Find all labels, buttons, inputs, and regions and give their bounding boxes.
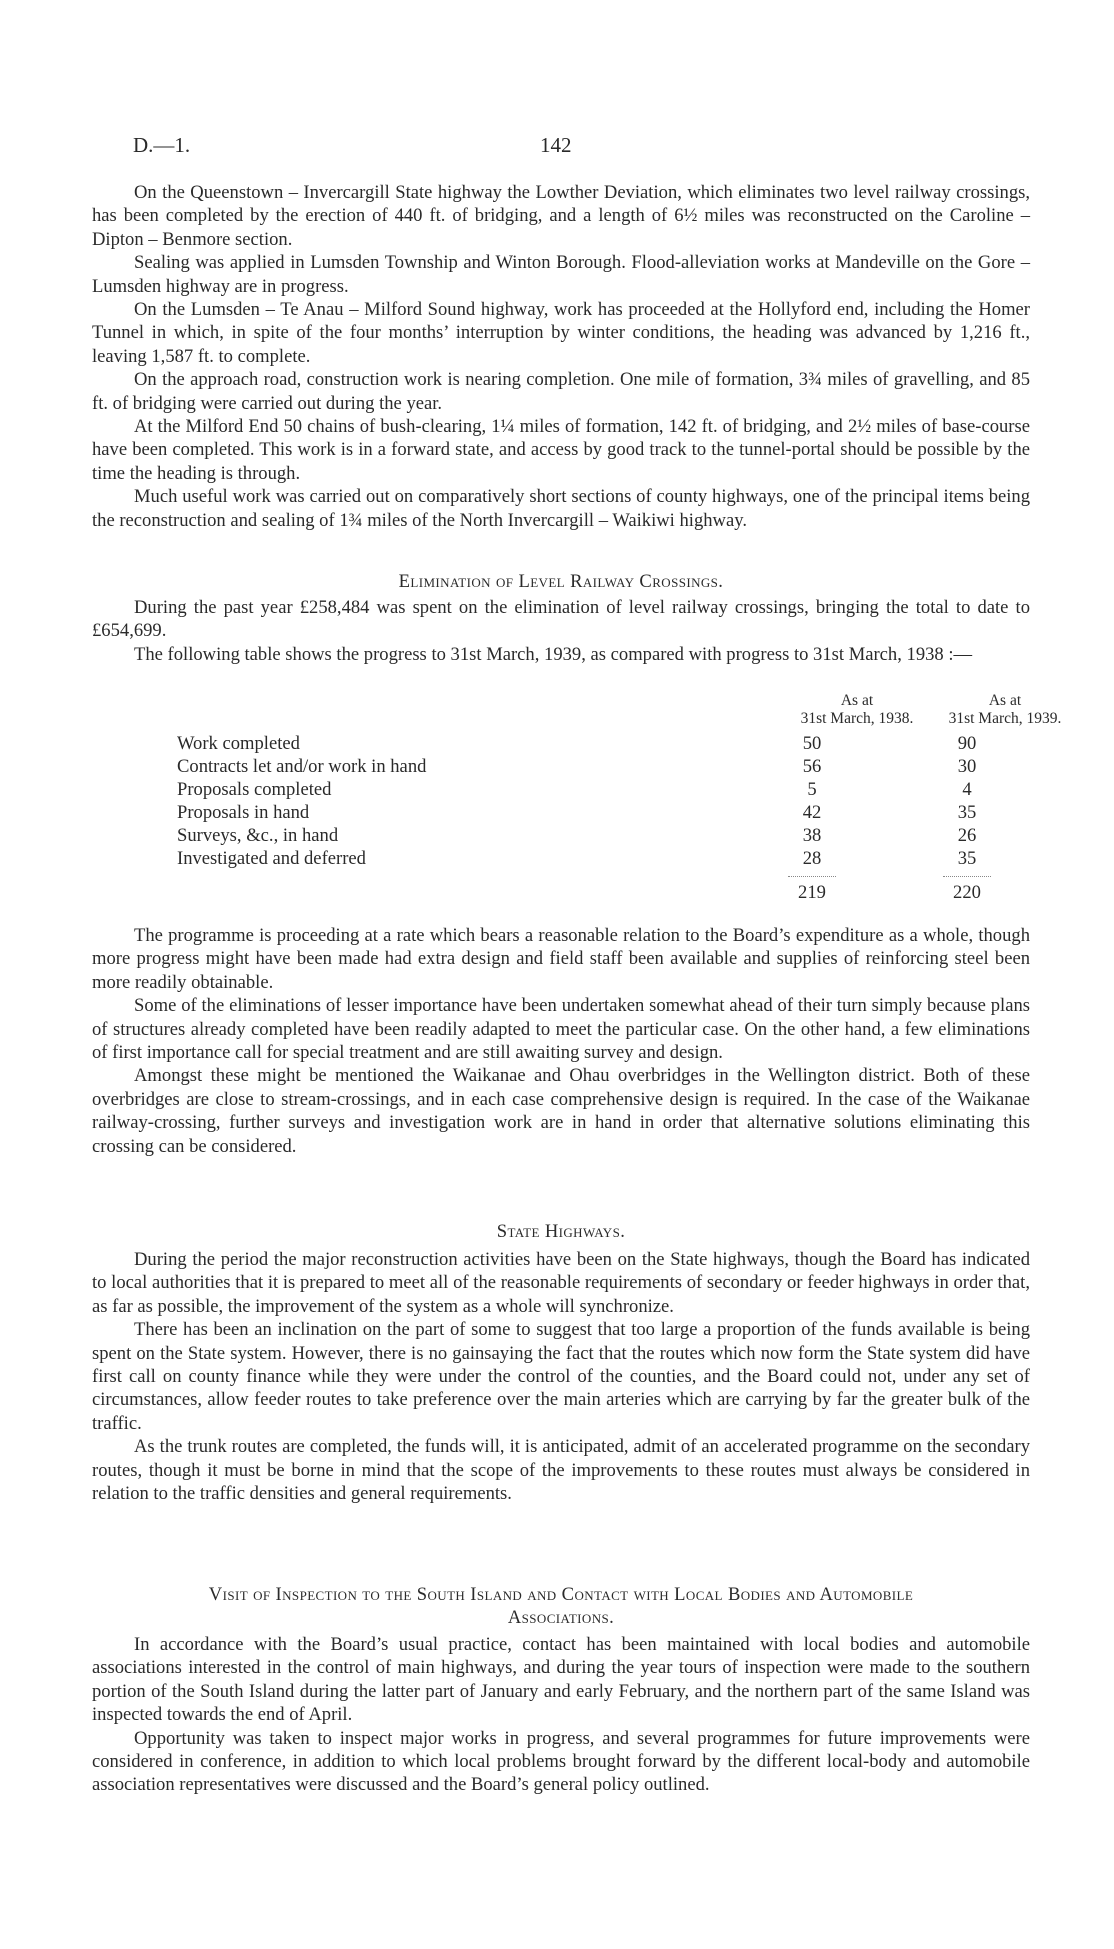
paragraph: On the Lumsden – Te Anau – Milford Sound highway, work has proceeded at the Hollyford end, including the Homer Tunnel in which, in spite of the four months’ interruption by winter conditions, the heading was advanced by 1,216 ft., leaving 1,587 ft. to complete. [92, 299, 1030, 367]
section3-text [92, 1633, 1030, 1797]
paragraph: There has been an inclination on the part of some to suggest that too large a proportion of the funds available is being spent on the State system. However, there is no gainsaying the fact that the routes which now form the State system did have first call on county finance while they were under the control of the counties, and the Board could not, under any set of circumstances, allow feeder routes to take preference over the main arteries which are carrying by far the greater bulk of the traffic. [92, 1319, 1030, 1434]
table-row [177, 847, 1030, 871]
section-heading-level-crossings: Elimination of Level Railway Crossings. [398, 571, 724, 592]
table-row [177, 801, 1030, 825]
column-header-1938 [782, 692, 932, 728]
column-header-line: As at [840, 692, 874, 709]
row-label: Proposals in hand [177, 802, 310, 823]
paragraph: The programme is proceeding at a rate which bears a reasonable relation to the Board’s expenditure as a whole, though more progress might have been made had extra design and field staff been available and supplies of reinforcing steel been more readily obtainable. [92, 925, 1030, 993]
paragraph: Amongst these might be mentioned the Waikanae and Ohau overbridges in the Wellington district. Both of these overbridges are close to stream-crossings, and in each case comprehensive design is required. In the case of the Waikanae railway-crossing, further surveys and investigation work are in hand in order that alternative solutions eliminating this crossing can be considered. [92, 1065, 1030, 1157]
column-header-1939 [930, 692, 1080, 728]
value-1939: 4 [962, 779, 972, 800]
total-rule [788, 876, 836, 877]
row-label: Proposals completed [177, 779, 332, 800]
value-1938: 42 [802, 802, 822, 823]
paragraph: The following table shows the progress to 31st March, 1939, as compared with progress to 31st March, 1938 :— [134, 643, 973, 665]
value-1939: 35 [957, 802, 977, 823]
value-1939: 90 [957, 733, 977, 754]
value-1938: 5 [807, 779, 817, 800]
paragraph: Opportunity was taken to inspect major works in progress, and several programmes for future improvements were considered in conference, in addition to which local problems brought forward by the different local-body and automobile association representatives were discussed and the Board’s general policy outlined. [92, 1727, 1030, 1796]
document-reference: D.—1. [133, 133, 191, 157]
row-label: Work completed [177, 733, 300, 754]
paragraph: On the approach road, construction work is nearing completion. One mile of formation, 3¾ miles of gravelling, and 85 ft. of bridging were carried out during the year. [92, 369, 1030, 414]
table-row [177, 732, 1030, 756]
section2-text [92, 1248, 1030, 1505]
heading-line: Associations. [507, 1607, 615, 1629]
value-1938: 38 [802, 825, 822, 846]
paragraph: Much useful work was carried out on comparatively short sections of county highways, one of the principal items being the reconstruction and sealing of 1¾ miles of the North Invercargill – Waikiwi highway. [92, 486, 1030, 531]
row-label: Investigated and deferred [177, 848, 366, 869]
row-label: Contracts let and/or work in hand [177, 756, 427, 777]
paragraph: Sealing was applied in Lumsden Township and Winton Borough. Flood-alleviation works at Mandeville on the Gore – Lumsden highway are in progress. [92, 252, 1030, 297]
total-rule [943, 876, 991, 877]
value-1939: 26 [957, 825, 977, 846]
page-number: 142 [540, 133, 572, 157]
column-header-line: 31st March, 1938. [800, 710, 914, 727]
column-header-line: As at [988, 692, 1022, 709]
total-1938: 219 [798, 882, 826, 903]
section1-intro [92, 596, 1030, 666]
value-1938: 56 [802, 756, 822, 777]
table-row [177, 778, 1030, 802]
row-label: Surveys, &c., in hand [177, 825, 339, 846]
value-1939: 35 [957, 848, 977, 869]
table-row [177, 824, 1030, 848]
paragraph: During the past year £258,484 was spent on the elimination of level railway crossings, bringing the total to date to £654,699. [92, 597, 1030, 642]
paragraph: At the Milford End 50 chains of bush-clearing, 1¼ miles of formation, 142 ft. of bridging, and 2½ miles of base-course have been completed. This work is in a forward state, and access by good track to the tunnel-portal should be possible by the time the heading is through. [92, 416, 1030, 484]
value-1938: 28 [802, 848, 822, 869]
paragraph: In accordance with the Board’s usual practice, contact has been maintained with local bodies and automobile associations interested in the control of main highways, and during the year tours of inspection were made to the southern portion of the South Island during the latter part of January and early February, and the northern part of the same Island was inspected towards the end of April. [92, 1634, 1030, 1726]
section-heading-state-highways: State Highways. [496, 1221, 626, 1242]
value-1939: 30 [957, 756, 977, 777]
value-1938: 50 [802, 733, 822, 754]
intro-text [92, 181, 1030, 532]
paragraph: During the period the major reconstruction activities have been on the State highways, though the Board has indicated to local authorities that it is prepared to meet all of the reasonable requirements of secondary or feeder highways in order that, as far as possible, the improvement of the system as a whole will synchronize. [92, 1249, 1030, 1317]
section-heading-inspection-visit [92, 1583, 1030, 1630]
heading-line: Visit of Inspection to the South Island and Contact with Local Bodies and Automobile [208, 1584, 914, 1605]
total-1939: 220 [953, 882, 981, 903]
table-row [177, 755, 1030, 779]
section1-discussion [92, 924, 1030, 1158]
column-header-line: 31st March, 1939. [948, 710, 1062, 727]
paragraph: Some of the eliminations of lesser importance have been undertaken somewhat ahead of their turn simply because plans of structures already completed have been readily adapted to meet the particular case. On the other hand, a few eliminations of first importance call for special treatment and are still awaiting survey and design. [92, 995, 1030, 1064]
paragraph: As the trunk routes are completed, the funds will, it is anticipated, admit of an accelerated programme on the secondary routes, though it must be borne in mind that the scope of the improvements to these routes must always be considered in relation to the traffic densities and general requirements. [92, 1436, 1030, 1505]
paragraph: On the Queenstown – Invercargill State highway the Lowther Deviation, which eliminates two level railway crossings, has been completed by the erection of 440 ft. of bridging, and a length of 6½ miles was reconstructed on the Caroline – Dipton – Benmore section. [92, 182, 1030, 250]
